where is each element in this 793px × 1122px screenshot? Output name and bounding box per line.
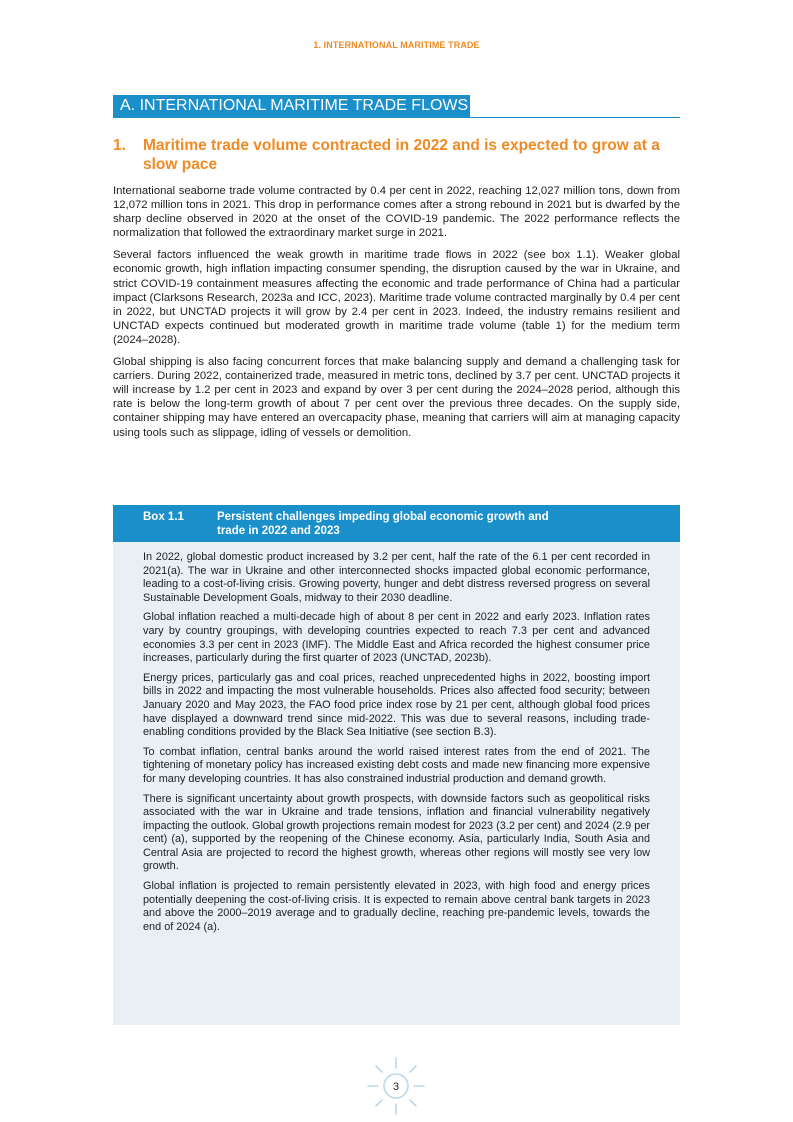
- box-paragraph: There is significant uncertainty about growth prospects, with downside factors such as geopolitical risks associated with the war in Ukraine and trade tensions, inflation and financial vulnerability negatively impacting the outlook. Global growth projections remain modest for 2023 (3.2 per cent) and 2024 (2.9 per cent) (a), supported by the reopening of the Chinese economy. Asia, particularly India, South Asia and Central Asia are projected to record the highest growth, whereas other regions will mostly see very low growth.: [143, 792, 650, 873]
- box-paragraph: Global inflation is projected to remain persistently elevated in 2023, with high food and energy prices potentially deepening the cost-of-living crisis. It is expected to remain above central bank targets in 2023 and above the 2000–2019 average and to gradually decline, reaching pre-pandemic levels, towards the end of 2024 (a).: [143, 880, 650, 933]
- running-header: 1. INTERNATIONAL MARITIME TRADE: [313, 40, 480, 50]
- subsection-number: 1.: [113, 137, 126, 154]
- body-paragraph: Global shipping is also facing concurrent forces that make balancing supply and demand a challenging task for carriers. During 2022, containerized trade, measured in metric tons, declined by 3.7 per cent. UNCTAD projects it will increase by 1.2 per cent in 2023 and expand by over 3 per cent during the 2024–2028 period, although this rate is below the long-term growth of about 7 per cent over the previous three decades. On the supply side, container shipping may have entered an overcapacity phase, meaning that carriers will aim at managing capacity using tools such as slippage, idling of vessels or demolition.: [113, 356, 680, 439]
- sun-icon: [366, 1056, 426, 1116]
- box-paragraph: Energy prices, particularly gas and coal prices, reached unprecedented highs in 2022, boosting import bills in 2022 and impacting the most vulnerable households. Prices also affected food security; between January 2020 and May 2023, the FAO food price index rose by 21 per cent, although global food prices have displayed a downward trend since mid-2022. This was due to several reasons, including trade-enabling conditions provided by the Black Sea Initiative (see section B.3).: [143, 671, 650, 739]
- box-label: Box 1.1: [143, 511, 184, 523]
- box-header: [113, 505, 680, 542]
- section-title: A. INTERNATIONAL MARITIME TRADE FLOWS: [113, 95, 470, 117]
- subsection-title: Maritime trade volume contracted in 2022 and is expected to grow at a slow pace: [143, 137, 660, 173]
- box-body: [113, 542, 680, 934]
- box-paragraph: In 2022, global domestic product increased by 3.2 per cent, half the rate of the 6.1 per cent recorded in 2021(a). The war in Ukraine and other interconnected shocks impacted global economic performance, leading to a cost-of-living crisis. Growing poverty, hunger and debt distress reversed progress on several Sustainable Development Goals, midway to their 2030 deadline.: [143, 551, 650, 604]
- body-paragraph: International seaborne trade volume contracted by 0.4 per cent in 2022, reaching 12,027 million tons, down from 12,072 million tons in 2021. This drop in performance comes after a strong rebound in 2021 but is dwarfed by the sharp decline observed in 2020 at the onset of the COVID-19 pandemic. The 2022 performance reflects the normalization that followed the extraordinary market surge in 2021.: [113, 185, 680, 240]
- page-number: 3: [392, 1081, 400, 1093]
- box-paragraph: To combat inflation, central banks around the world raised interest rates from the end of 2021. The tightening of monetary policy has increased existing debt costs and made new financing more expensive for many developing countries. It has also constrained industrial production and demand growth.: [143, 745, 650, 785]
- box-title: Persistent challenges impeding global economic growth and trade in 2022 and 2023: [217, 511, 549, 537]
- body-text: [113, 184, 680, 448]
- body-paragraph: Several factors influenced the weak growth in maritime trade flows in 2022 (see box 1.1). Weaker global economic growth, high inflation impacting consumer spending, the disruption caused by the war in Ukraine, and strict COVID-19 containment measures affecting the economic and trade performance of China had a particular impact (Clarksons Research, 2023a and ICC, 2023). Maritime trade volume contracted marginally by 0.4 per cent in 2022, but UNCTAD projects it will grow by 2.4 per cent in 2023. Indeed, the industry remains resilient and UNCTAD expects continued but moderated growth in maritime trade volume (table 1) for the medium term (2024–2028).: [113, 249, 680, 346]
- section-divider: [113, 117, 680, 118]
- subsection-heading: [113, 136, 680, 174]
- box-1-1: [113, 505, 680, 1025]
- box-paragraph: Global inflation reached a multi-decade high of about 8 per cent in 2022 and early 2023. Inflation rates vary by country groupings, with developing countries expected to reach 7.3 per cent and advanced economies 3.3 per cent in 2023 (IMF). The Middle East and Africa recorded the highest consumer price increases, particularly during the first quarter of 2023 (UNCTAD, 2023b).: [143, 611, 650, 665]
- page-number-badge: [366, 1056, 426, 1116]
